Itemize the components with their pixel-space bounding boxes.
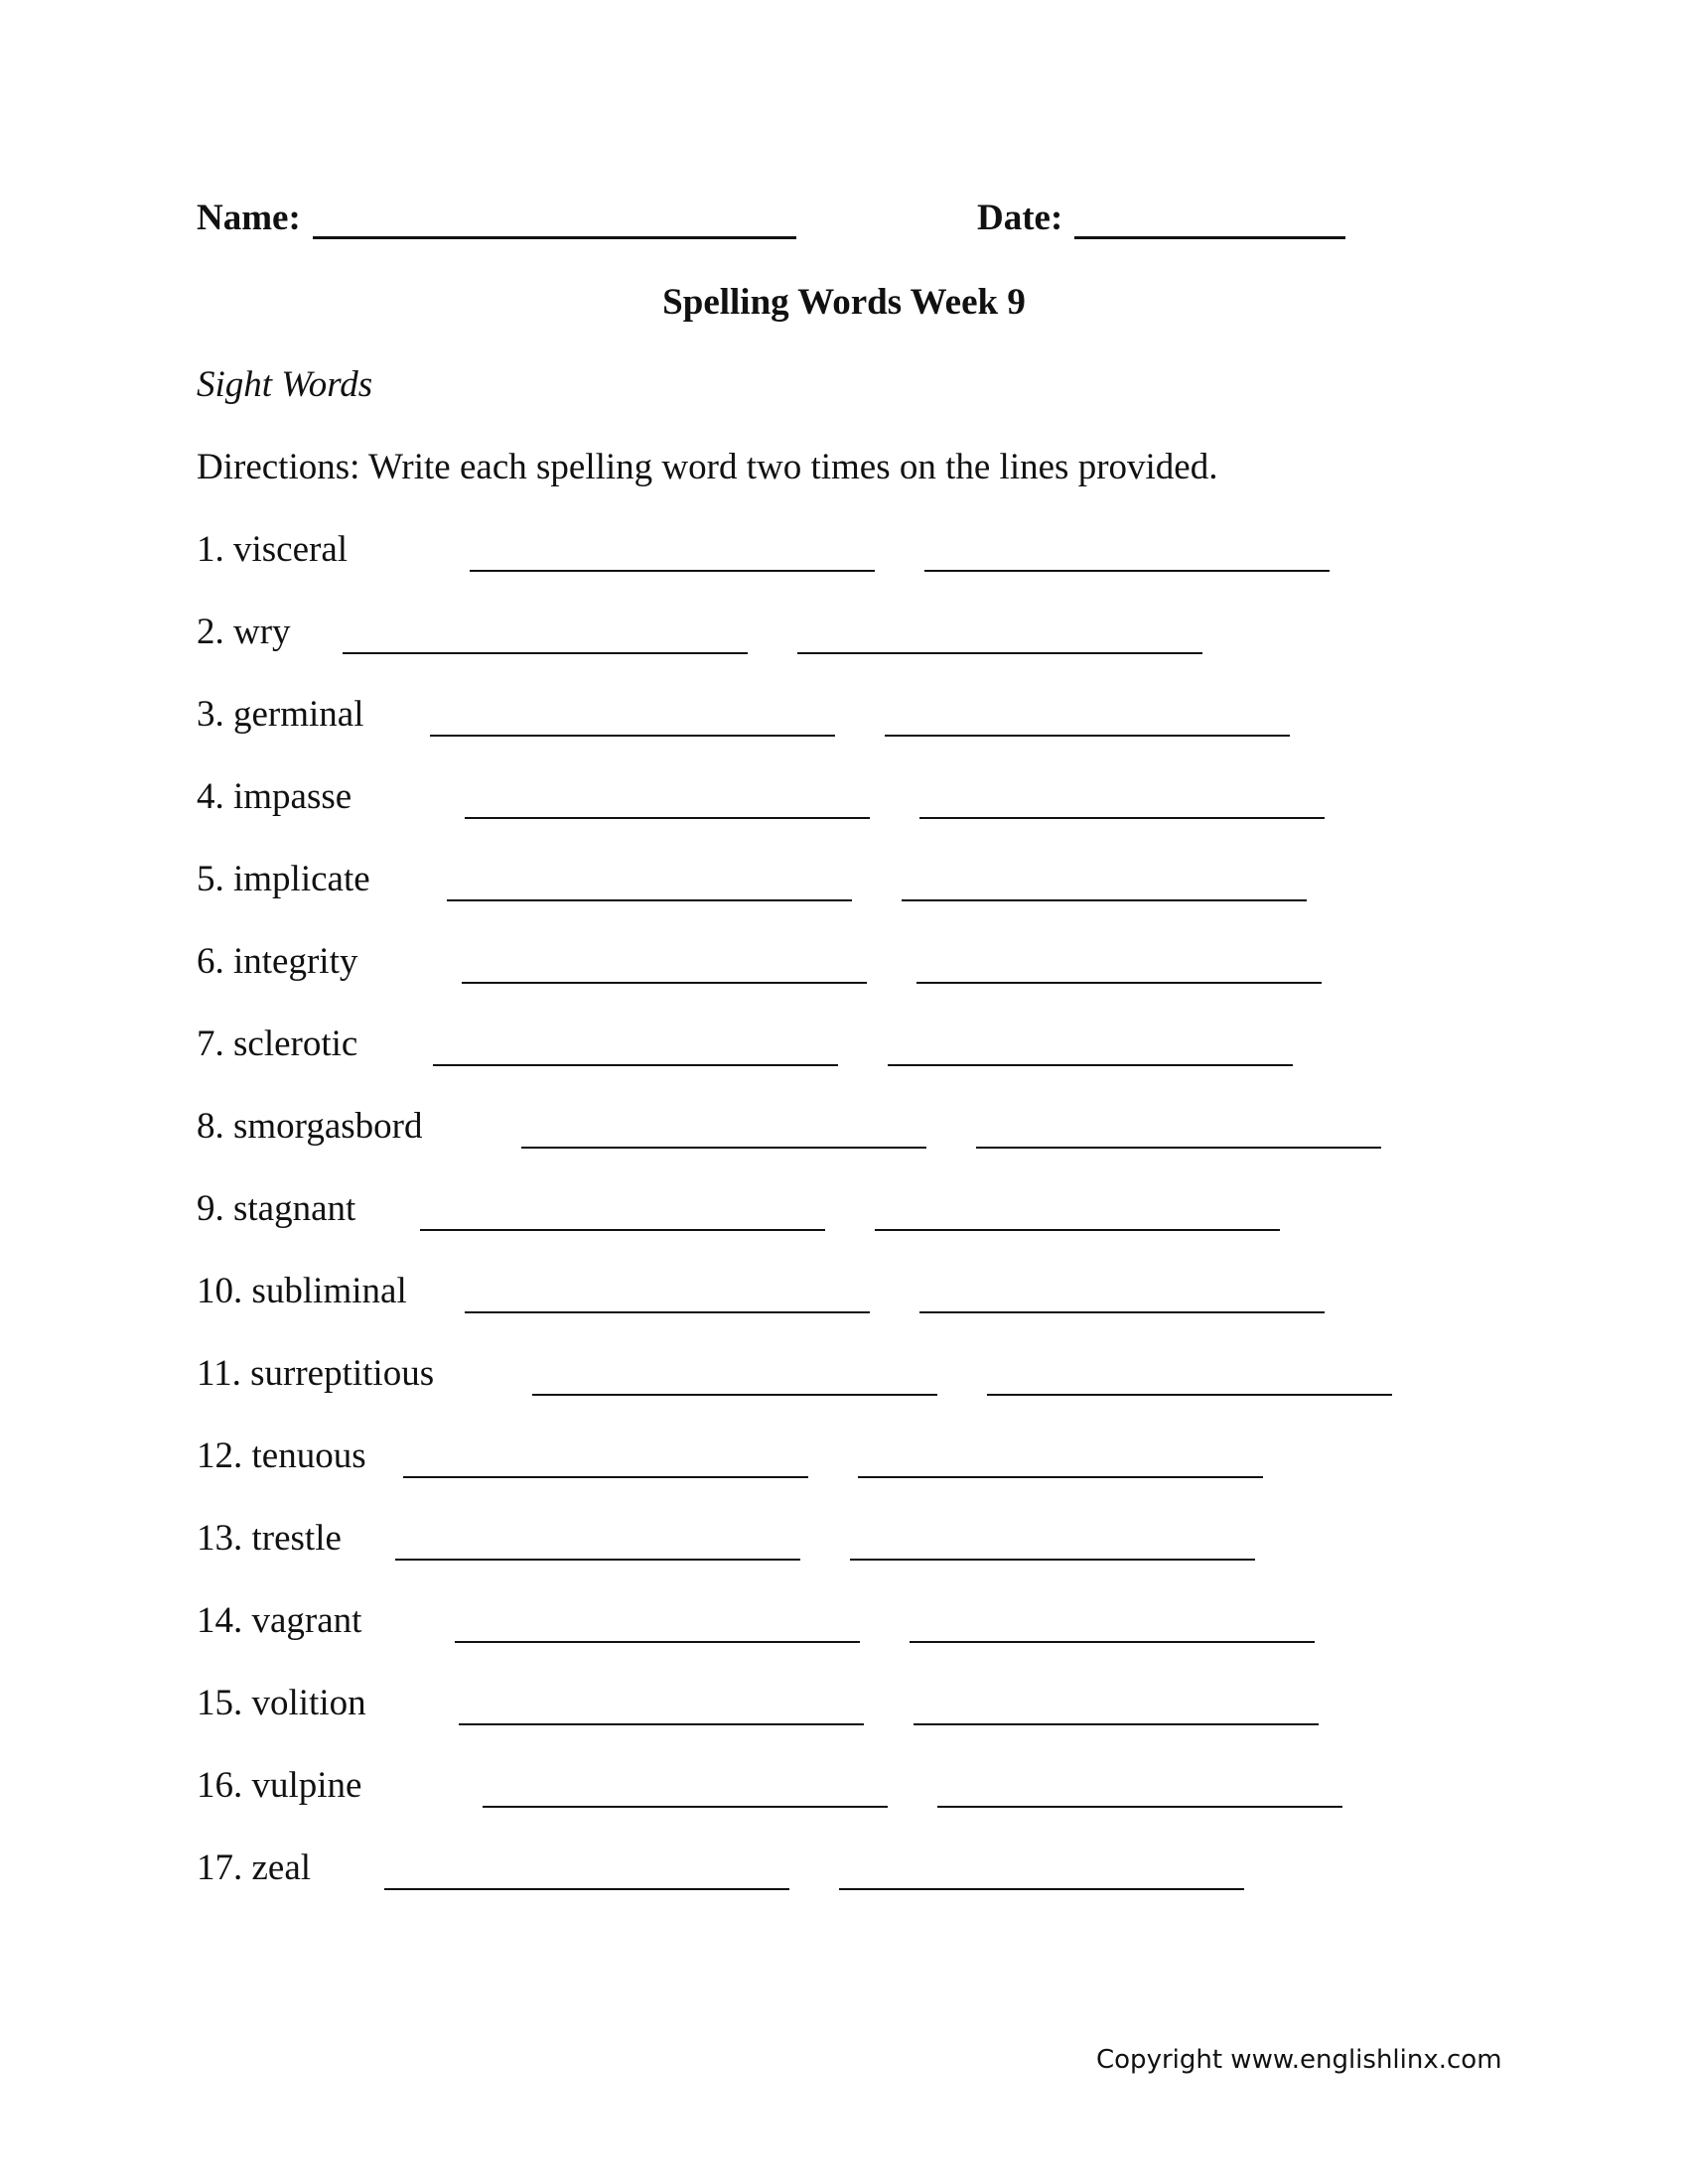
write-line-second[interactable] bbox=[937, 1806, 1342, 1808]
write-line-first[interactable] bbox=[395, 1559, 800, 1561]
write-line-second[interactable] bbox=[976, 1147, 1381, 1149]
worksheet-title: Spelling Words Week 9 bbox=[662, 282, 1026, 323]
write-line-second[interactable] bbox=[987, 1394, 1392, 1396]
name-field bbox=[197, 197, 796, 239]
write-line-first[interactable] bbox=[470, 570, 875, 572]
spelling-word: 14. vagrant bbox=[197, 1600, 362, 1641]
write-line-second[interactable] bbox=[916, 982, 1322, 984]
name-label: Name: bbox=[197, 198, 301, 238]
write-line-first[interactable] bbox=[465, 1311, 870, 1313]
write-line-second[interactable] bbox=[888, 1064, 1293, 1066]
spelling-word: 1. visceral bbox=[197, 529, 349, 570]
write-line-second[interactable] bbox=[924, 570, 1330, 572]
write-line-first[interactable] bbox=[433, 1064, 838, 1066]
spelling-word: 11. surreptitious bbox=[197, 1353, 435, 1394]
word-row bbox=[197, 611, 1487, 660]
date-field bbox=[977, 197, 1345, 239]
write-line-second[interactable] bbox=[875, 1229, 1280, 1231]
write-line-second[interactable] bbox=[910, 1641, 1315, 1643]
directions-text: Directions: Write each spelling word two times on the lines provided. bbox=[197, 447, 1218, 487]
write-line-first[interactable] bbox=[447, 899, 852, 901]
spelling-word: 4. impasse bbox=[197, 776, 352, 817]
write-line-first[interactable] bbox=[384, 1888, 789, 1890]
spelling-word: 16. vulpine bbox=[197, 1765, 362, 1806]
word-row bbox=[197, 1517, 1487, 1567]
write-line-first[interactable] bbox=[455, 1641, 860, 1643]
word-row bbox=[197, 1682, 1487, 1731]
write-line-first[interactable] bbox=[462, 982, 867, 984]
word-row bbox=[197, 1270, 1487, 1319]
write-line-first[interactable] bbox=[532, 1394, 937, 1396]
write-line-first[interactable] bbox=[343, 652, 748, 654]
spelling-word: 3. germinal bbox=[197, 694, 364, 735]
spelling-word: 9. stagnant bbox=[197, 1188, 356, 1229]
word-row bbox=[197, 1764, 1487, 1814]
write-line-second[interactable] bbox=[919, 817, 1325, 819]
date-label: Date: bbox=[977, 198, 1063, 238]
write-line-first[interactable] bbox=[459, 1723, 864, 1725]
spelling-word: 15. volition bbox=[197, 1683, 366, 1723]
word-row bbox=[197, 693, 1487, 743]
write-line-second[interactable] bbox=[850, 1559, 1255, 1561]
spelling-word: 12. tenuous bbox=[197, 1435, 366, 1476]
write-line-first[interactable] bbox=[465, 817, 870, 819]
word-row bbox=[197, 940, 1487, 990]
spelling-word: 7. sclerotic bbox=[197, 1024, 358, 1064]
word-row bbox=[197, 1187, 1487, 1237]
word-row bbox=[197, 1434, 1487, 1484]
spelling-word: 13. trestle bbox=[197, 1518, 342, 1559]
write-line-first[interactable] bbox=[483, 1806, 888, 1808]
name-blank-line[interactable] bbox=[313, 201, 796, 239]
word-row bbox=[197, 1352, 1487, 1402]
spelling-word: 8. smorgasbord bbox=[197, 1106, 423, 1147]
write-line-second[interactable] bbox=[885, 735, 1290, 737]
write-line-second[interactable] bbox=[858, 1476, 1263, 1478]
write-line-second[interactable] bbox=[914, 1723, 1319, 1725]
write-line-second[interactable] bbox=[919, 1311, 1325, 1313]
word-row bbox=[197, 528, 1487, 578]
word-row bbox=[197, 1846, 1487, 1896]
word-row bbox=[197, 1105, 1487, 1155]
write-line-second[interactable] bbox=[797, 652, 1202, 654]
spelling-word: 6. integrity bbox=[197, 941, 358, 982]
spelling-word: 10. subliminal bbox=[197, 1271, 407, 1311]
write-line-second[interactable] bbox=[902, 899, 1307, 901]
write-line-first[interactable] bbox=[521, 1147, 926, 1149]
spelling-word: 5. implicate bbox=[197, 859, 370, 899]
date-blank-line[interactable] bbox=[1074, 201, 1345, 239]
write-line-second[interactable] bbox=[839, 1888, 1244, 1890]
word-row bbox=[197, 1023, 1487, 1072]
copyright-notice: Copyright www.englishlinx.com bbox=[1096, 2045, 1502, 2075]
write-line-first[interactable] bbox=[430, 735, 835, 737]
spelling-word: 17. zeal bbox=[197, 1847, 312, 1888]
worksheet-subtitle: Sight Words bbox=[197, 364, 373, 405]
header-row bbox=[197, 197, 1388, 246]
word-row bbox=[197, 858, 1487, 907]
spelling-word: 2. wry bbox=[197, 612, 291, 652]
word-row bbox=[197, 775, 1487, 825]
write-line-first[interactable] bbox=[420, 1229, 825, 1231]
write-line-first[interactable] bbox=[403, 1476, 808, 1478]
word-row bbox=[197, 1599, 1487, 1649]
